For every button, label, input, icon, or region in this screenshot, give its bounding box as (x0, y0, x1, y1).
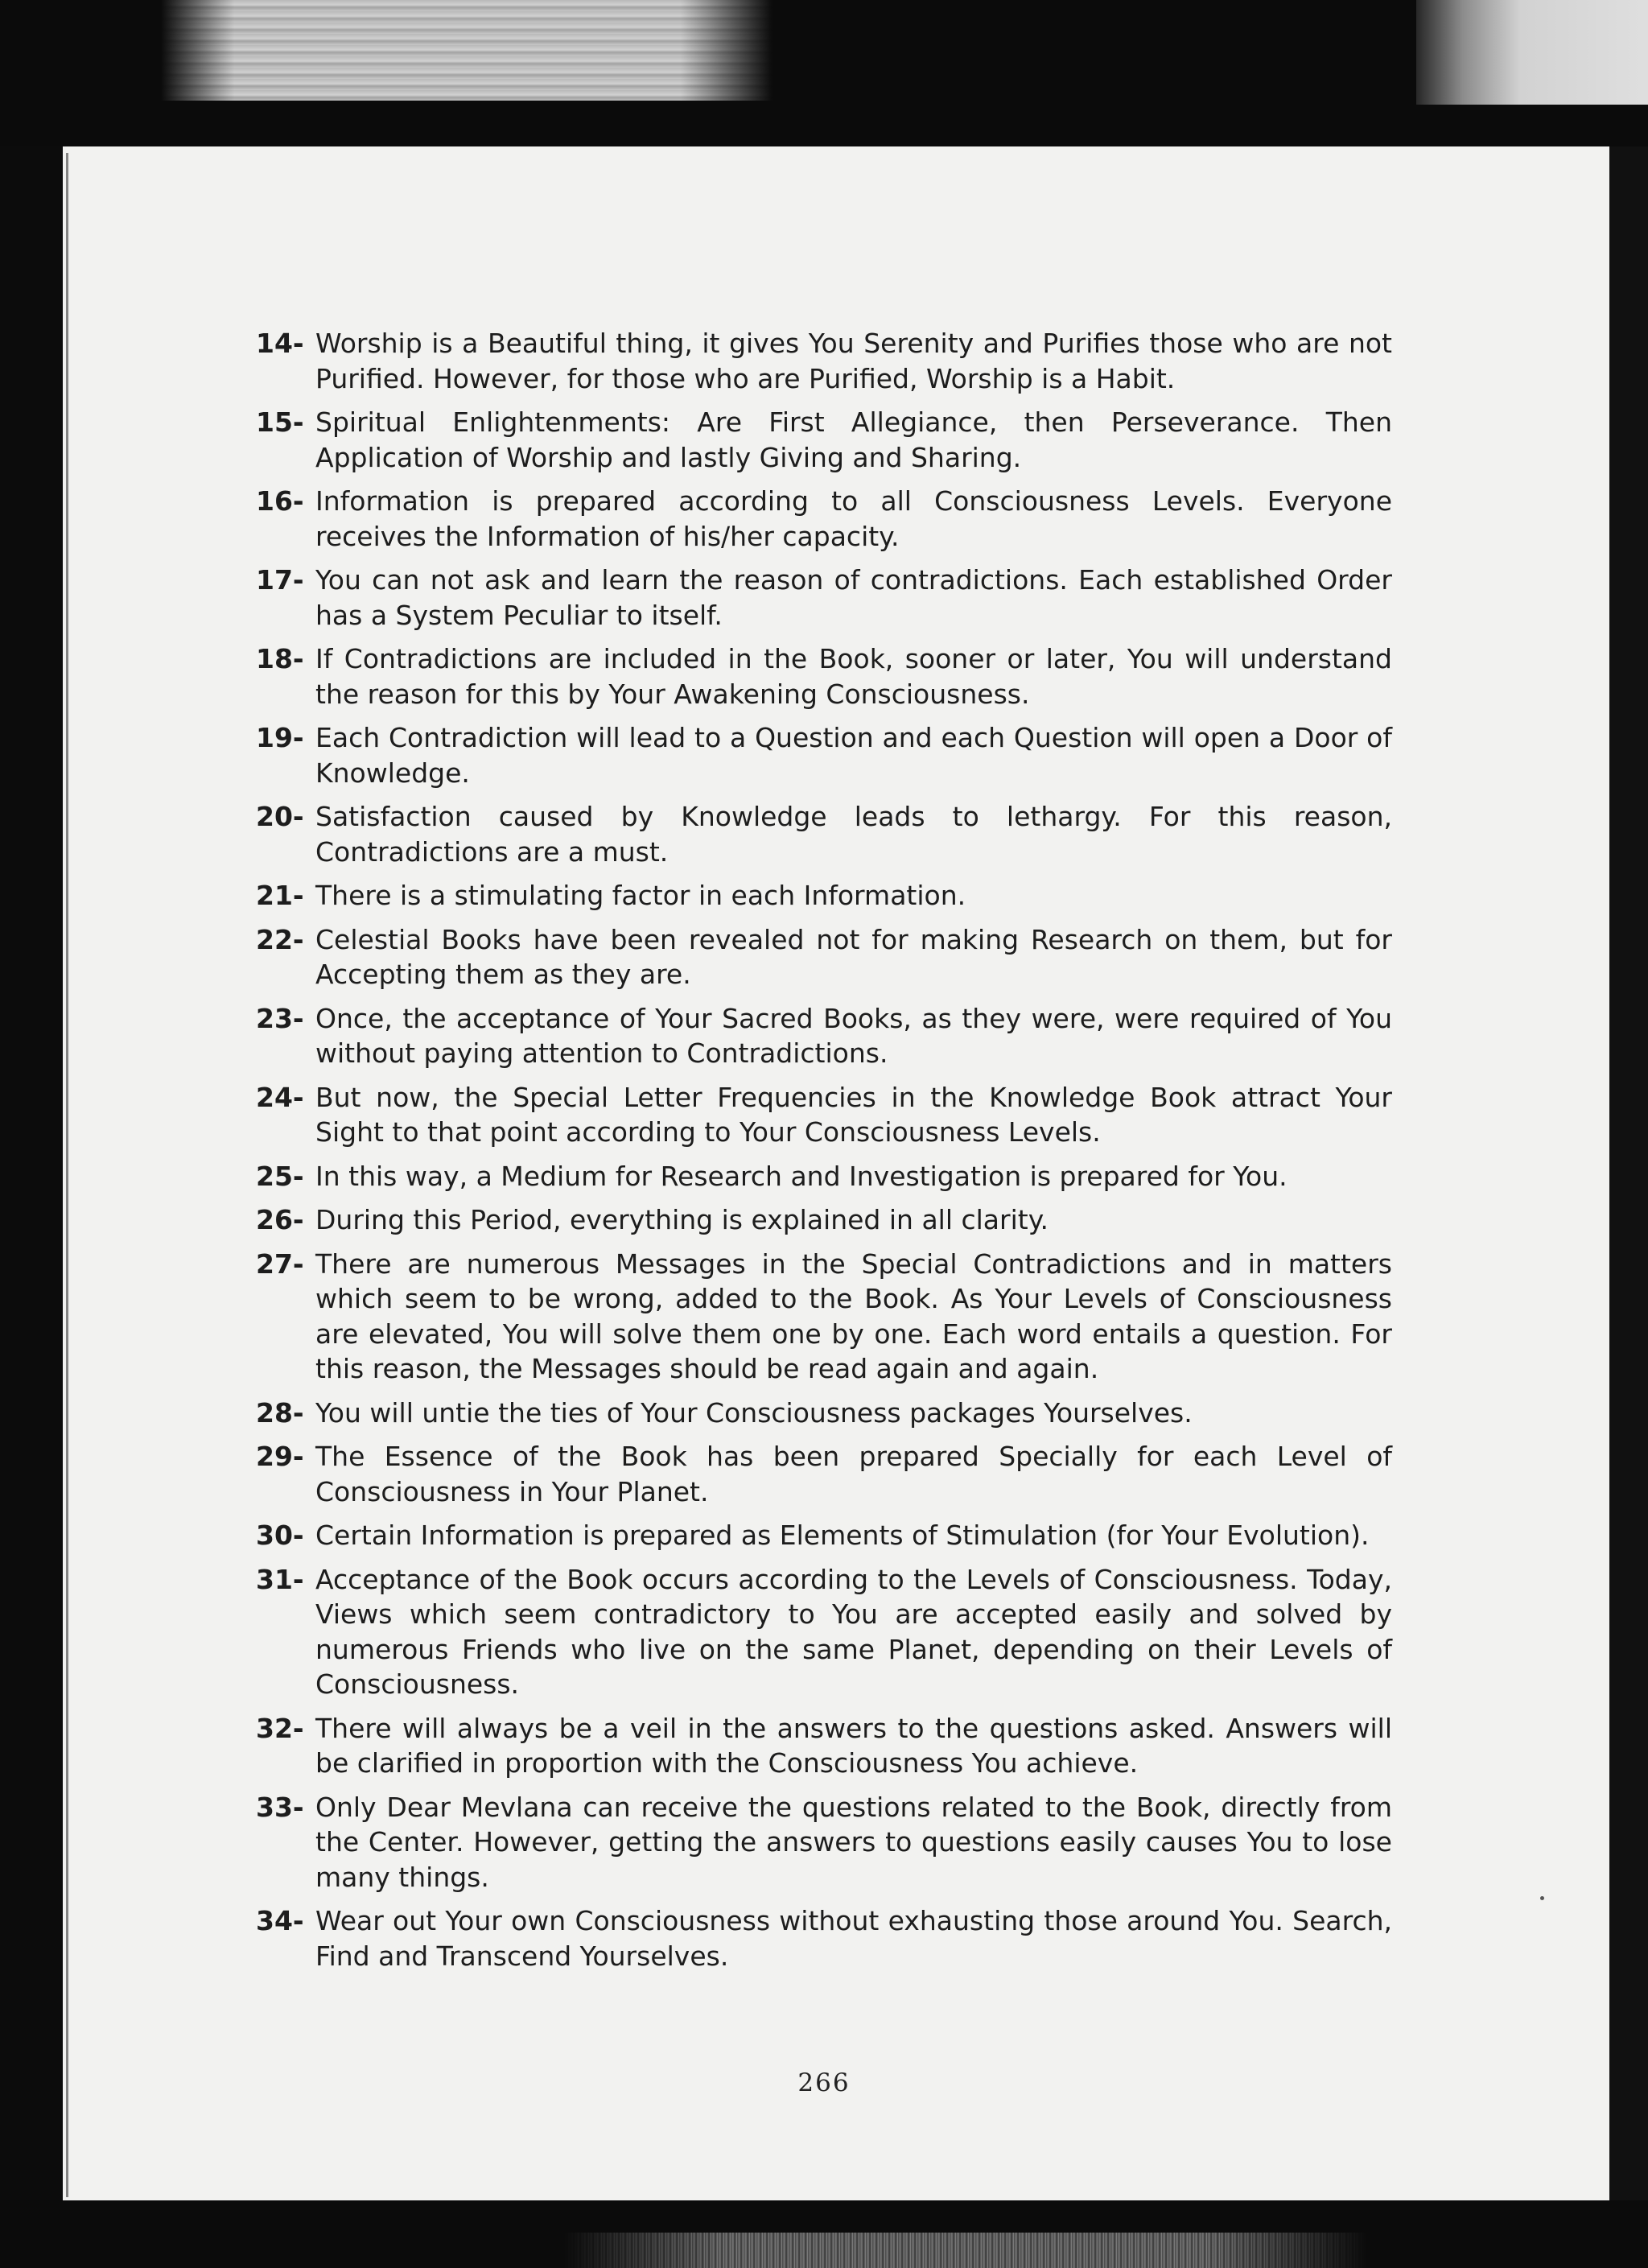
list-item (0, 1396, 1648, 1431)
list-item (0, 878, 1648, 913)
item-text: Acceptance of the Book occurs according to the Levels of Consciousness. Today, Views which seem contradictory to You are accepted easily and solved by numerous Friends who live on the same Planet, depending on their Levels of Consciousness. (315, 1563, 1392, 1700)
list-item (0, 1711, 1648, 1781)
list-item (0, 1518, 1648, 1553)
scan-speck (1540, 1896, 1544, 1900)
item-text: There are numerous Messages in the Special Contradictions and in matters which seem to be wrong, added to the Book. As Your Levels of Consciousness are elevated, You will solve them one by one. Each word entails a question. For this reason, the Messages should be read again and again. (315, 1247, 1392, 1384)
item-number: 24- (256, 1081, 304, 1113)
item-number: 18- (256, 643, 304, 674)
page-number: 266 (797, 2068, 851, 2097)
item-number: 28- (256, 1396, 304, 1429)
list-item (0, 1080, 1648, 1150)
list-item (0, 1001, 1648, 1071)
list-item (0, 484, 1648, 554)
list-item (0, 1790, 1648, 1895)
item-text: Worship is a Beautiful thing, it gives You Serenity and Purifies those who are not Purified. However, for those who are Purified, Worship is a Habit. (315, 328, 1392, 394)
item-text: You will untie the ties of Your Consciousness packages Yourselves. (315, 1396, 1193, 1429)
item-text: Celestial Books have been revealed not for making Research on them, but for Accepting them as they are. (315, 923, 1392, 990)
list-item (0, 1439, 1648, 1509)
item-text: If Contradictions are included in the Book, sooner or later, You will understand the reason for this by Your Awakening Consciousness. (315, 643, 1392, 710)
item-text: The Essence of the Book has been prepared Specially for each Level of Consciousness in Your Planet. (315, 1441, 1392, 1507)
item-number: 22- (256, 923, 304, 955)
item-text: You can not ask and learn the reason of contradictions. Each established Order has a System Peculiar to itself. (315, 564, 1392, 631)
list-item (0, 326, 1648, 396)
list-item (0, 922, 1648, 992)
item-number: 32- (256, 1712, 304, 1744)
item-text: During this Period, everything is explained in all clarity. (315, 1204, 1049, 1235)
item-number: 34- (256, 1905, 304, 1936)
item-text: Only Dear Mevlana can receive the questions related to the Book, directly from the Center. However, getting the answers to questions easily causes You to lose many things. (315, 1791, 1392, 1893)
item-number: 19- (256, 722, 304, 753)
item-number: 16- (256, 485, 304, 517)
item-text: Wear out Your own Consciousness without exhausting those around You. Search, Find and Transcend Yourselves. (315, 1905, 1392, 1972)
item-number: 21- (256, 880, 304, 911)
item-number: 31- (256, 1563, 304, 1595)
item-text: Information is prepared according to all Consciousness Levels. Everyone receives the Information of his/her capacity. (315, 485, 1392, 552)
scan-streak-right (1416, 0, 1648, 105)
item-number: 33- (256, 1791, 304, 1823)
item-text: Once, the acceptance of Your Sacred Books, as they were, were required of You without paying attention to Contradictions. (315, 1002, 1392, 1069)
item-number: 30- (256, 1520, 304, 1551)
item-number: 27- (256, 1247, 304, 1280)
item-text: Certain Information is prepared as Elements of Stimulation (for Your Evolution). (315, 1520, 1370, 1551)
list-item (0, 1202, 1648, 1238)
list-item (0, 720, 1648, 790)
item-number: 29- (256, 1441, 304, 1472)
item-text: Satisfaction caused by Knowledge leads to lethargy. For this reason, Contradictions are a must. (315, 801, 1392, 868)
item-text: There will always be a veil in the answers to the questions asked. Answers will be clarified in proportion with the Consciousness You achieve. (315, 1712, 1392, 1779)
item-number: 17- (256, 564, 304, 596)
list-item (0, 1159, 1648, 1194)
item-number: 25- (256, 1160, 304, 1192)
list-item (0, 641, 1648, 711)
item-text: Each Contradiction will lead to a Question and each Question will open a Door of Knowledge. (315, 722, 1392, 789)
list-item (0, 1247, 1648, 1387)
item-text: But now, the Special Letter Frequencies in the Knowledge Book attract Your Sight to that point according to Your Consciousness Levels. (315, 1081, 1392, 1148)
list-item (0, 1903, 1648, 1973)
scan-streak-left (161, 0, 772, 101)
item-text: In this way, a Medium for Research and Investigation is prepared for You. (315, 1160, 1288, 1192)
list-item (0, 563, 1648, 633)
item-number: 14- (256, 328, 304, 359)
list-item (0, 405, 1648, 475)
item-number: 26- (256, 1204, 304, 1235)
item-text: There is a stimulating factor in each Information. (315, 880, 966, 911)
list-item (0, 799, 1648, 869)
item-number: 23- (256, 1002, 304, 1034)
item-text: Spiritual Enlightenments: Are First Allegiance, then Perseverance. Then Application of Worship and lastly Giving and Sharing. (315, 406, 1392, 473)
item-number: 20- (256, 801, 304, 832)
numbered-statement-list (0, 326, 1648, 1982)
item-number: 15- (256, 406, 304, 438)
list-item (0, 1562, 1648, 1702)
scan-streak-bottom (563, 2233, 1368, 2268)
